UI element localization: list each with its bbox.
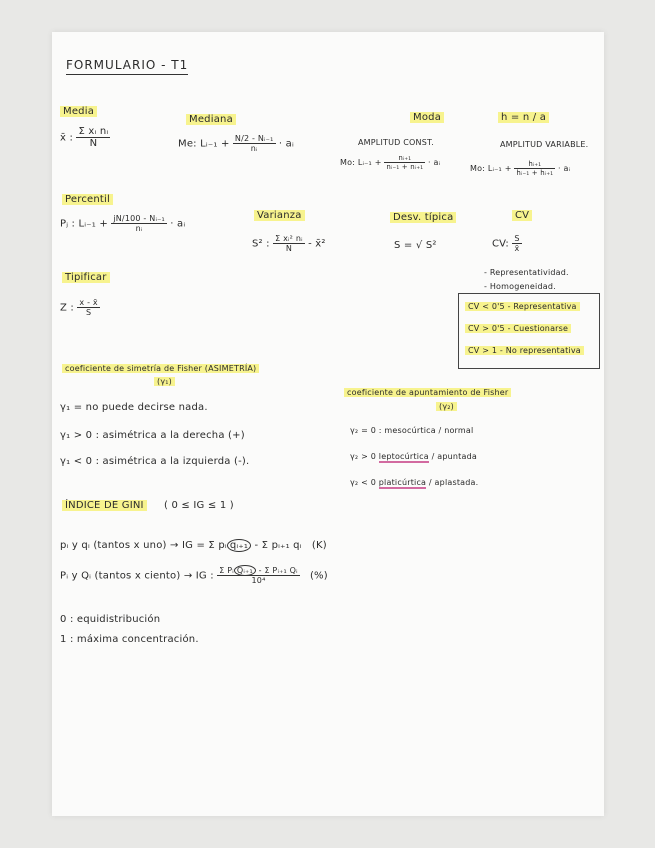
cv-box: [458, 293, 600, 369]
asimetria-line-3: γ₁ < 0 : asimétrica a la izquierda (-).: [60, 456, 250, 467]
percentil-label: Percentil: [62, 194, 113, 205]
cv-note-2: - Homogeneidad.: [484, 282, 556, 291]
gini-note-1: 1 : máxima concentración.: [60, 634, 199, 645]
gini-range: ( 0 ≤ IG ≤ 1 ): [164, 500, 234, 511]
gini-formula-1: pᵢ y qᵢ (tantos x uno) → IG = Σ pᵢ qᵢ₊₁ - Σ pᵢ₊₁ qᵢ (K): [60, 540, 327, 551]
percentil-formula: Pⱼ : Lᵢ₋₁ + $\frac{\text{jN/100 - Nᵢ₋₁}}{\text{nᵢ}}$ · aᵢ: [60, 214, 186, 233]
asimetria-line-2: γ₁ > 0 : asimétrica a la derecha (+): [60, 430, 245, 441]
mediana-label: Mediana: [186, 114, 236, 125]
media-formula: x̄ : $\frac{\text{Σ xᵢ nᵢ}}{N}$: [60, 126, 109, 149]
asimetria-title: coeficiente de simetría de Fisher (ASIMETRÍA): [62, 364, 259, 373]
moda-const-formula: Mo: Lᵢ₋₁ + $\frac{\text{nᵢ₊₁}}{\text{nᵢ₋₁ + nᵢ₊₁}}$ · aᵢ: [340, 154, 441, 171]
cv-note-1: - Representatividad.: [484, 268, 569, 277]
asimetria-line-1: γ₁ = no puede decirse nada.: [60, 402, 208, 413]
moda-var-label: AMPLITUD VARIABLE.: [500, 140, 589, 149]
cv-box-line-3: CV > 1 - No representativa: [465, 346, 584, 355]
cv-box-line-2: CV > 0'5 - Cuestionarse: [465, 324, 571, 333]
desv-label: Desv. típica: [390, 212, 456, 223]
tipificar-label: Tipificar: [62, 272, 110, 283]
page-title: FORMULARIO - T1: [66, 58, 188, 75]
desv-formula: S = √ S²: [394, 240, 437, 251]
tipificar-formula: Z : $\frac{x - x̄}{S}$: [60, 298, 98, 317]
moda-hn: h = n / a: [498, 112, 549, 123]
gini-note-0: 0 : equidistribución: [60, 614, 161, 625]
cv-box-line-1: CV < 0'5 - Representativa: [465, 302, 580, 311]
varianza-label: Varianza: [254, 210, 305, 221]
asimetria-symbol: (γ₁): [154, 377, 175, 386]
cv-formula: CV: $\frac{S}{x̄}$: [492, 234, 520, 253]
varianza-formula: S² : $\frac{\text{Σ xᵢ² nᵢ}}{N}$ - x̄²: [252, 234, 326, 253]
gini-formula-2: Pᵢ y Qᵢ (tantos x ciento) → IG : $\frac{\text{Σ Pᵢ Qᵢ₊₁ - Σ Pᵢ₊₁ Qᵢ}}{\text{10⁴}}$ (%): [60, 566, 328, 585]
gini-title: ÍNDICE DE GINI: [62, 500, 147, 511]
apuntamiento-line-2: γ₂ > 0 leptocúrtica / apuntada: [350, 452, 477, 461]
mediana-formula: Me: Lᵢ₋₁ + $\frac{\text{N/2 - Nᵢ₋₁}}{\text{nᵢ}}$ · aᵢ: [178, 134, 294, 153]
apuntamiento-title: coeficiente de apuntamiento de Fisher: [344, 388, 511, 397]
moda-var-formula: Mo: Lᵢ₋₁ + $\frac{\text{hᵢ₊₁}}{\text{hᵢ₋₁ + hᵢ₊₁}}$ · aᵢ: [470, 160, 571, 177]
apuntamiento-line-3: γ₂ < 0 platicúrtica / aplastada.: [350, 478, 479, 487]
moda-label: Moda: [410, 112, 444, 123]
notes-sheet: [52, 32, 604, 816]
cv-label: CV: [512, 210, 532, 221]
apuntamiento-symbol: (γ₂): [436, 402, 457, 411]
apuntamiento-line-1: γ₂ = 0 : mesocúrtica / normal: [350, 426, 474, 435]
moda-const-label: AMPLITUD CONST.: [358, 138, 434, 147]
media-label: Media: [60, 106, 97, 117]
